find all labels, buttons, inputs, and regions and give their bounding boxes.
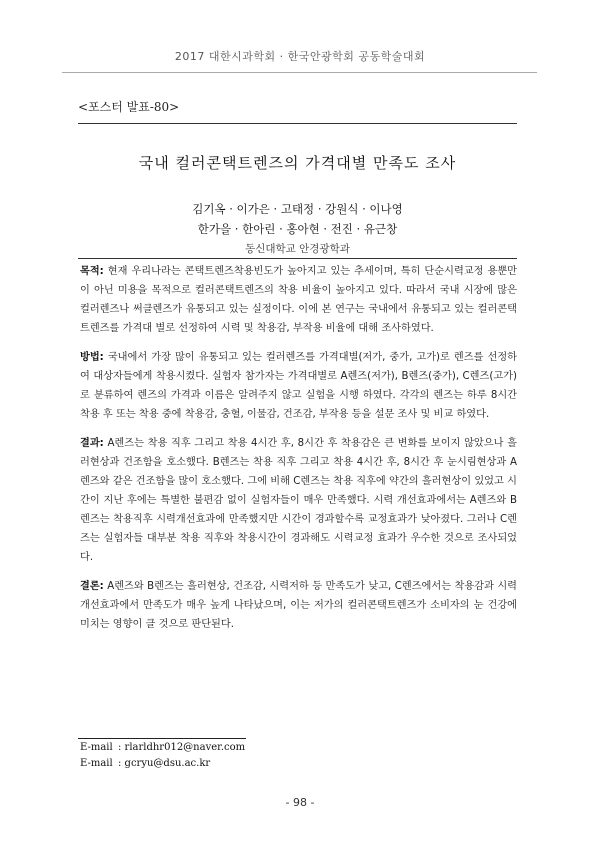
email-label: E-mail bbox=[80, 742, 113, 753]
section-text: 국내에서 가장 많이 유통되고 있는 컬러렌즈를 가격대별(저가, 중가, 고가)로 렌즈를 선정하여 대상자들에게 착용시켰다. 실험자 참가자는 가격대별로 A렌즈(저가), B렌즈(중가), C렌즈(고가)로 분류하여 렌즈의 가격과 이름은 알려주지 않고 실험을 시행 하였다. 각각의 렌즈는 하루 8시간 착용 후 또는 착용 중에 착용감, 충혈, 이물감, 건조감, 부작용 등을 설문 조사 및 비교 하였다. bbox=[80, 352, 517, 420]
section-label: 결과: bbox=[80, 438, 104, 449]
conference-header: 2017 대한시과학회 · 한국안광학회 공동학술대회 bbox=[174, 50, 426, 63]
section-method bbox=[80, 348, 517, 424]
section-text: A렌즈는 착용 직후 그리고 착용 4시간 후, 8시간 후 착용감은 큰 변화를 보이지 않았으나 흘러현상과 건조함을 호소했다. B렌즈는 착용 직후 그리고 착용 4시간 후, 8시간 후 눈시림현상과 A렌즈와 같은 건조함을 많이 호소했다. 그에 비해 C렌즈는 착용 직후에 약간의 흘러현상이 있었고 시간이 지난 후에는 특별한 불편감 없이 실험자들이 매우 만족했다. 시력 개선효과에서는 A렌즈와 B렌즈는 착용직후 시력개선효과에 만족했지만 시간이 경과할수록 교정효과가 낮아졌다. 그러나 C렌즈는 실험자들 대부분 착용 직후와 착용시간이 경과해도 시력교정 효과가 우수한 것으로 조사되었다. bbox=[80, 438, 517, 563]
header-divider bbox=[62, 72, 537, 73]
section-label: 방법: bbox=[80, 352, 104, 363]
paper-title: 국내 컬러콘택트렌즈의 가격대별 만족도 조사 bbox=[138, 154, 457, 172]
email-address: : gcryu@dsu.ac.kr bbox=[118, 758, 211, 769]
abstract-body bbox=[80, 262, 517, 644]
page-number: - 98 - bbox=[285, 796, 315, 809]
section-results bbox=[80, 434, 517, 567]
email-address: : rlarldhr012@naver.com bbox=[118, 742, 246, 753]
email-label: E-mail bbox=[80, 758, 113, 769]
footnote-divider bbox=[78, 738, 246, 739]
author-list bbox=[78, 199, 517, 259]
poster-label: <포스터 발표-80> bbox=[78, 100, 180, 114]
author-line-2: 한가을 · 한아린 · 홍아현 · 전진 · 유근창 bbox=[197, 222, 398, 236]
section-purpose bbox=[80, 262, 517, 338]
section-conclusion bbox=[80, 577, 517, 634]
email-line-1 bbox=[80, 742, 245, 753]
section-label: 결론: bbox=[80, 581, 104, 592]
section-text: A렌즈와 B렌즈는 흘러현상, 건조감, 시력저하 등 만족도가 낮고, C렌즈에서는 착용감과 시력개선효과에서 만족도가 매우 높게 나타났으며, 이는 저가의 컬러콘택트렌즈가 소비자의 눈 건강에 미치는 영향이 클 것으로 판단된다. bbox=[80, 581, 517, 630]
affiliation: 동신대학교 안경광학과 bbox=[245, 243, 350, 255]
title-block bbox=[78, 123, 517, 259]
author-line-1: 김기옥 · 이가은 · 고태정 · 강원식 · 이나영 bbox=[192, 202, 403, 216]
section-label: 목적: bbox=[80, 266, 104, 277]
email-line-2 bbox=[80, 758, 210, 769]
section-text: 현재 우리나라는 콘택트렌즈착용빈도가 높아지고 있는 추세이며, 특히 단순시력교정 용뿐만이 아닌 미용을 목적으로 컬러콘택트렌즈의 착용 비율이 높아지고 있다. 따라서 국내 시장에 많은 컬러렌즈나 써클렌즈가 유통되고 있는 실정이다. 이에 본 연구는 국내에서 유통되고 있는 컬러콘택트렌즈를 가격대 별로 선정하여 시력 및 착용감, 부작용 비율에 대해 조사하였다. bbox=[80, 266, 517, 334]
